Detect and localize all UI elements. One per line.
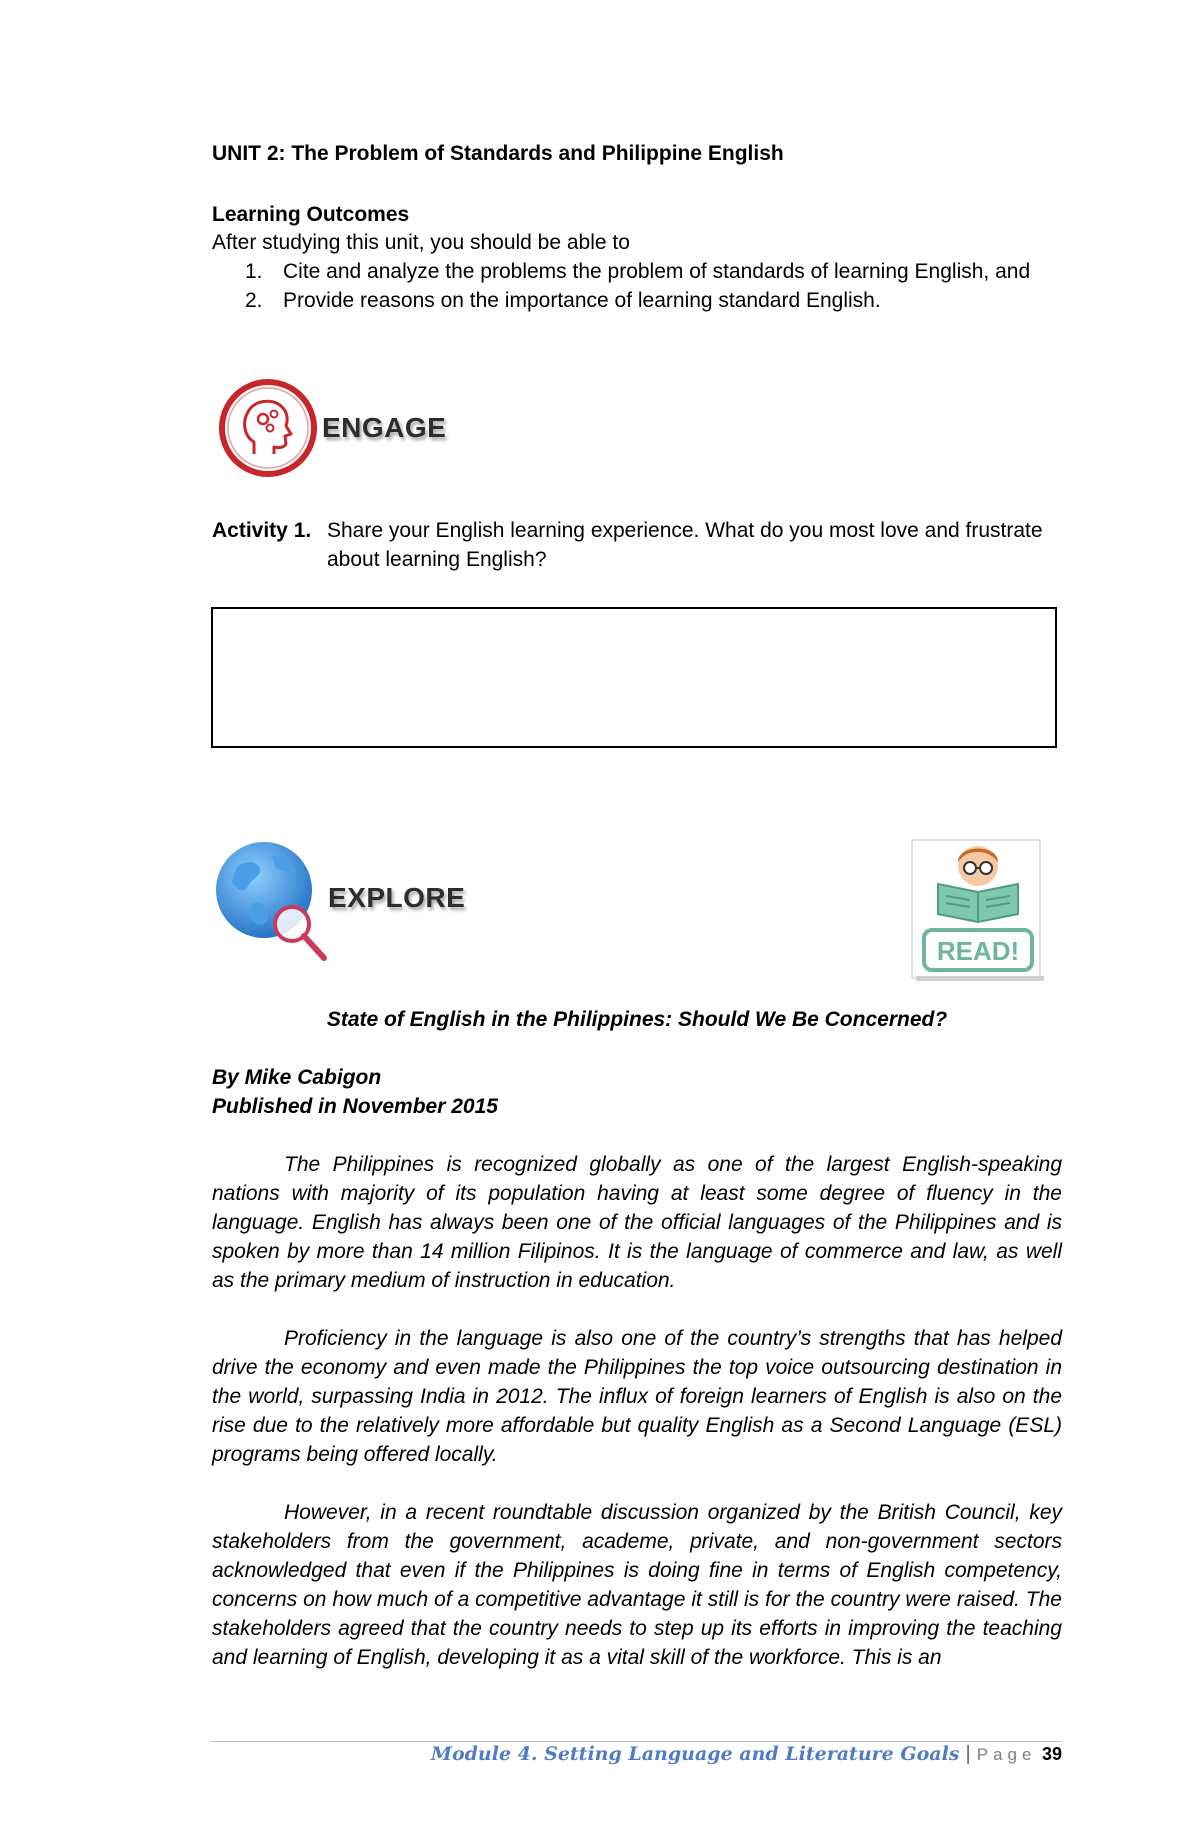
child-reading-book-icon (908, 836, 1046, 983)
list-item (212, 257, 1030, 286)
list-item-number: 1. (245, 260, 263, 283)
footer-page-label: Page (976, 1745, 1037, 1764)
footer-module-title: Module 4. Setting Language and Literature Goals (430, 1743, 960, 1765)
activity-prompt: Share your English learning experience. What do you most love and frustrate about learning English? (327, 519, 1043, 571)
article-paragraph: However, in a recent roundtable discussion organized by the British Council, key stakeholders from the government, academe, private, and non-government sectors acknowledged that even if the Philippines is doing fine in terms of English competency, concerns on how much of a competitive advantage it still is for the country were raised. The stakeholders agreed that the country needs to step up its efforts in improving the teaching and learning of English, developing it as a vital skill of the workforce. This is an (212, 1501, 1062, 1669)
read-label: READ! (936, 936, 1020, 966)
list-item-text: Provide reasons on the importance of learning standard English. (283, 289, 881, 312)
article-title: State of English in the Philippines: Should We Be Concerned? (326, 1008, 948, 1031)
engage-label: ENGAGE (322, 412, 447, 443)
activity-label: Activity 1. (212, 519, 312, 542)
list-item-text: Cite and analyze the problems the problem of standards of learning English, and (283, 260, 1031, 283)
answer-box[interactable] (211, 607, 1057, 748)
article-paragraph: The Philippines is recognized globally as one of the largest English-speaking nations with majority of its population having at least some degree of fluency in the language. English has always been one of the official languages of the Philippines and is spoken by more than 14 million Filipinos. It is the language of commerce and law, as well as the primary medium of instruction in education. (212, 1153, 1062, 1292)
article-published-date: Published in November 2015 (212, 1095, 498, 1118)
explore-label: EXPLORE (328, 882, 466, 913)
unit-title: UNIT 2: The Problem of Standards and Philippine English (212, 142, 784, 165)
page-footer (431, 1743, 1062, 1766)
explore-badge (212, 838, 465, 968)
footer-divider (210, 1741, 1062, 1742)
globe-magnifier-icon (212, 838, 336, 968)
head-with-gears-icon (218, 378, 318, 478)
article-byline: By Mike Cabigon (212, 1066, 382, 1089)
list-item-number: 2. (245, 289, 263, 312)
article-paragraph: Proficiency in the language is also one of the country’s strengths that has helped drive the economy and even made the Philippines the top voice outsourcing destination in the world, surpassing India in 2012. The influx of foreign learners of English is also on the rise due to the relatively more affordable but quality English as a Second Language (ESL) programs being offered locally. (212, 1327, 1062, 1466)
learning-outcomes-intro: After studying this unit, you should be able to (212, 231, 630, 254)
page-number: 39 (1041, 1744, 1062, 1764)
engage-badge (218, 378, 446, 478)
list-item (212, 286, 1030, 315)
learning-outcomes-list (212, 257, 1030, 315)
learning-outcomes-heading: Learning Outcomes (212, 203, 410, 226)
read-badge (908, 836, 1046, 983)
footer-separator: | (965, 1743, 971, 1765)
